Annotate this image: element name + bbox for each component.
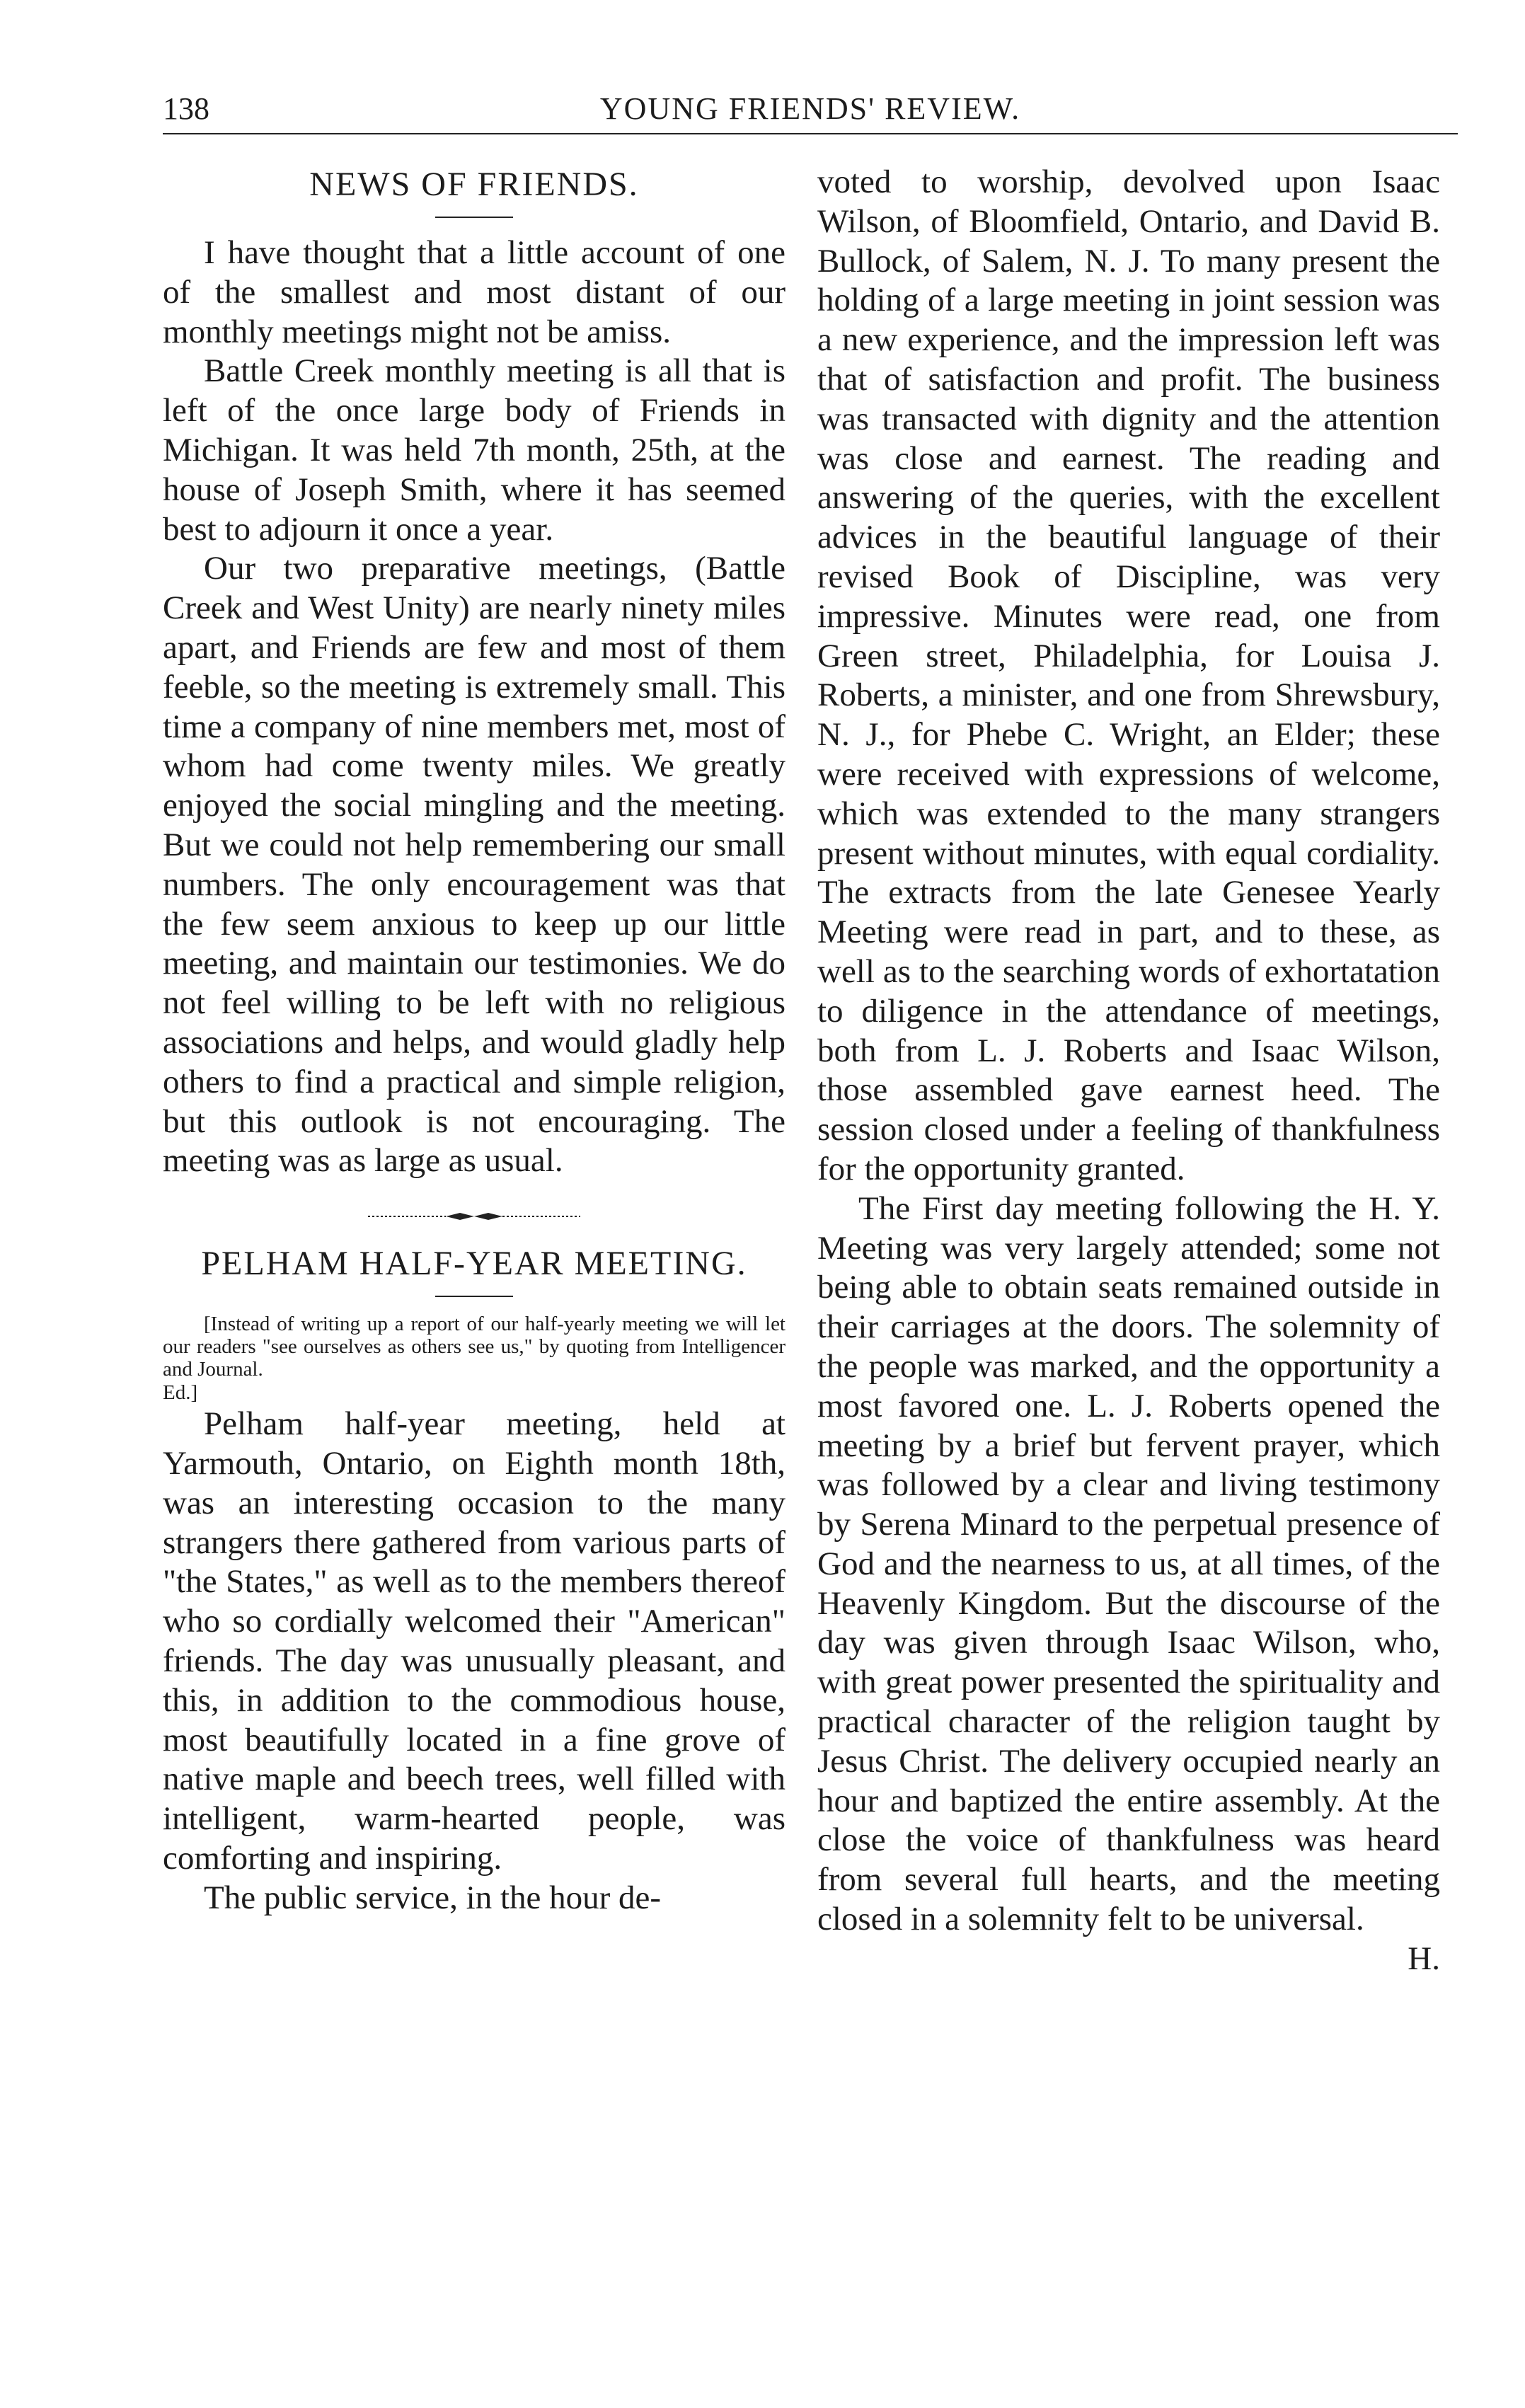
title-rule (435, 1296, 513, 1297)
news-paragraph: Our two preparative meetings, (Battle Creek and West Unity) are nearly ninety miles apart, and Friends are few and most of them feeble, so the meeting is extremely small. This time a company of nine members met, most of whom had come twenty miles. We greatly enjoyed the social mingling and the meeting. But we could not help remembering our small numbers. The only encouragement was that the few seem anxious to keep up our little meeting, and maintain our testimonies. We do not feel willing to be left with no religious associations and helps, and would gladly help others to find a practical and simple religion, but this outlook is not encouraging. The meeting was as large as usual. (163, 550, 785, 1180)
page-number: 138 (163, 91, 209, 126)
news-paragraph: I have thought that a little account of one of the smallest and most distant of our monthly meetings might not be amiss. (163, 234, 785, 350)
section-divider-ornament (368, 1209, 580, 1223)
pelham-paragraph: The public service, in the hour de- (204, 1879, 662, 1916)
pelham-meeting-title: PELHAM HALF-YEAR MEETING. (201, 1245, 747, 1283)
pelham-paragraph: The First day meeting following the H. Y. Meeting was very largely attended; some not being able to obtain seats remained outside in their carriages at the doors. The solemnity of the people was marked, and the opportunity a most favored one. L. J. Roberts opened the meeting by a brief but fervent prayer, which was followed by a clear and living testimony by Serena Minard to the perpetual presence of God and the nearness to us, at all times, of the Heavenly Kingdom. But the discourse of the day was given through Isaac Wilson, who, with great power presented the spirituality and practical character of the religion taught by Jesus Christ. The delivery occupied nearly an hour and baptized the entire assembly. At the close the voice of thankfulness was heard from several full hearts, and the meeting closed in a solemnity felt to be universal. (817, 1189, 1440, 1938)
news-of-friends-title: NEWS OF FRIENDS. (309, 166, 639, 203)
right-column (817, 163, 1440, 1979)
page-header (163, 83, 1458, 134)
pelham-paragraph: Pelham half-year meeting, held at Yarmouth, Ontario, on Eighth month 18th, was an interesting occasion to the many strangers there gathered from various parts of "the States," as well as to the members thereof who so cordially welcomed their "American" friends. The day was unusually pleasant, and this, in addition to the commodious house, most beautifully located in a fine grove of native maple and beech trees, well filled with intelligent, warm-hearted people, was comforting and inspiring. (163, 1405, 785, 1877)
title-rule (435, 217, 513, 218)
pelham-continuation: voted to worship, devolved upon Isaac Wilson, of Bloomfield, Ontario, and David B. Bullock, of Salem, N. J. To many present the holding of a large meeting in joint session was a new experience, and the impression left was that of satisfaction and profit. The business was transacted with dignity and the attention was close and earnest. The reading and answering of the queries, with the excellent advices in the beautiful language of their revised Book of Discipline, was very impressive. Minutes were read, one from Green street, Philadelphia, for Louisa J. Roberts, a minister, and one from Shrewsbury, N. J., for Phebe C. Wright, an Elder; these were received with expressions of welcome, which was extended to the many strangers present without minutes, with equal cordiality. The extracts from the late Genesee Yearly Meeting were read in part, and to these, as well as to the searching words of exhortatation to diligence in the attendance of meetings, both from L. J. Roberts and Isaac Wilson, those assembled gave earnest heed. The session closed under a feeling of thankfulness for the opportunity granted. (817, 163, 1440, 1187)
editor-note: [Instead of writing up a report of our half-yearly meeting we will let our readers "see ourselves as others see us," by quoting from Intelligencer and Journal. (163, 1313, 785, 1381)
article-signature: H. (1408, 1940, 1440, 1977)
left-column (163, 163, 785, 1918)
editor-note-signoff: Ed.] (163, 1381, 198, 1405)
running-title: YOUNG FRIENDS' REVIEW. (599, 91, 1021, 126)
news-paragraph: Battle Creek monthly meeting is all that is left of the once large body of Friends in Michigan. It was held 7th month, 25th, at the house of Joseph Smith, where it has seemed best to adjourn it once a year. (163, 352, 785, 548)
